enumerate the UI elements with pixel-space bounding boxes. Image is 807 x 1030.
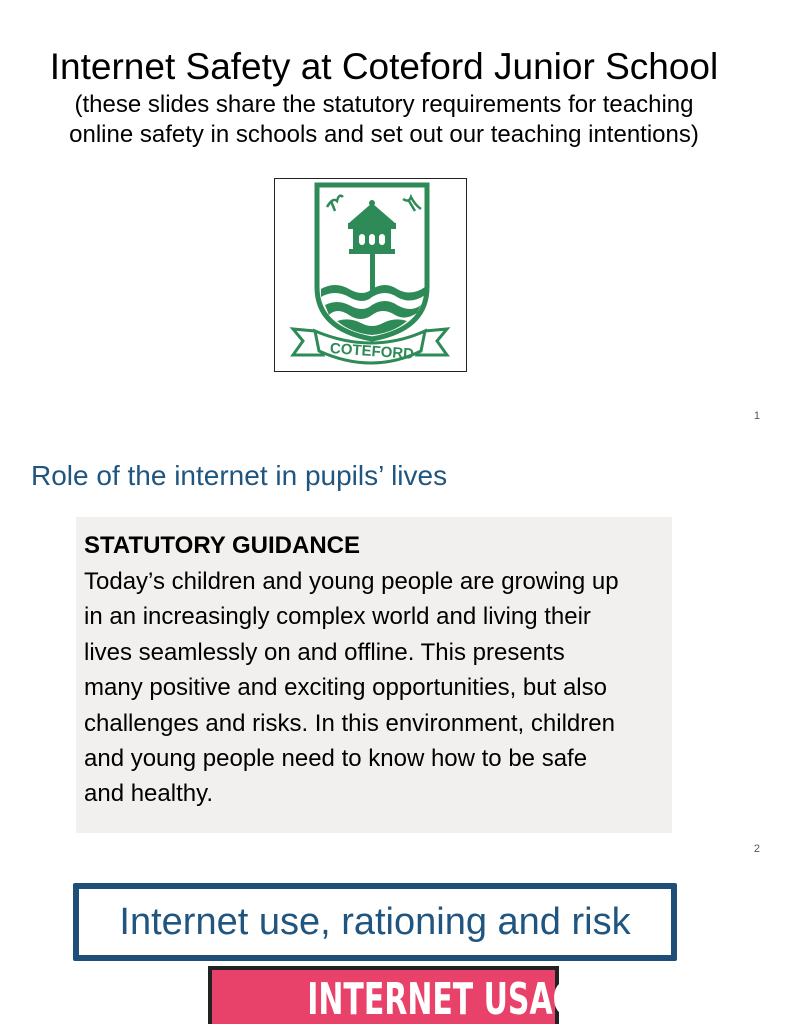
guidance-line: and healthy. bbox=[84, 780, 213, 808]
page-number-1: 1 bbox=[753, 410, 760, 422]
guidance-title: STATUTORY GUIDANCE bbox=[84, 532, 361, 559]
slide3-title-box bbox=[73, 883, 677, 961]
guidance-line: many positive and exciting opportunities, but also bbox=[84, 674, 607, 702]
slide3-title: Internet use, rationing and risk bbox=[119, 900, 631, 943]
crest-ribbon-text: COTEFORD bbox=[329, 340, 415, 363]
guidance-line: challenges and risks. In this environment, children bbox=[84, 709, 615, 737]
subtitle-line-1: (these slides share the statutory requirements for teaching bbox=[74, 91, 694, 118]
statutory-guidance-box bbox=[76, 517, 672, 833]
guidance-line: in an increasingly complex world and living their bbox=[84, 603, 591, 631]
slide2-heading: Role of the internet in pupils’ lives bbox=[31, 460, 448, 491]
guidance-line: lives seamlessly on and offline. This presents bbox=[84, 638, 565, 666]
guidance-line: Today’s children and young people are growing up bbox=[84, 568, 619, 595]
slide1-title: Internet Safety at Coteford Junior School bbox=[49, 46, 719, 87]
internet-usage-facts-banner bbox=[208, 966, 713, 1025]
guidance-line: and young people need to know how to be safe bbox=[84, 745, 588, 773]
slide1-subtitle bbox=[0, 90, 768, 150]
guidance-text bbox=[84, 564, 664, 812]
page-number-2: 2 bbox=[753, 843, 760, 855]
subtitle-line-2: online safety in schools and set out our teaching intentions) bbox=[69, 121, 699, 148]
school-crest-logo bbox=[274, 178, 467, 372]
banner-text: INTERNET USAGE FACTS bbox=[307, 974, 713, 1025]
crest-icon bbox=[275, 179, 465, 370]
